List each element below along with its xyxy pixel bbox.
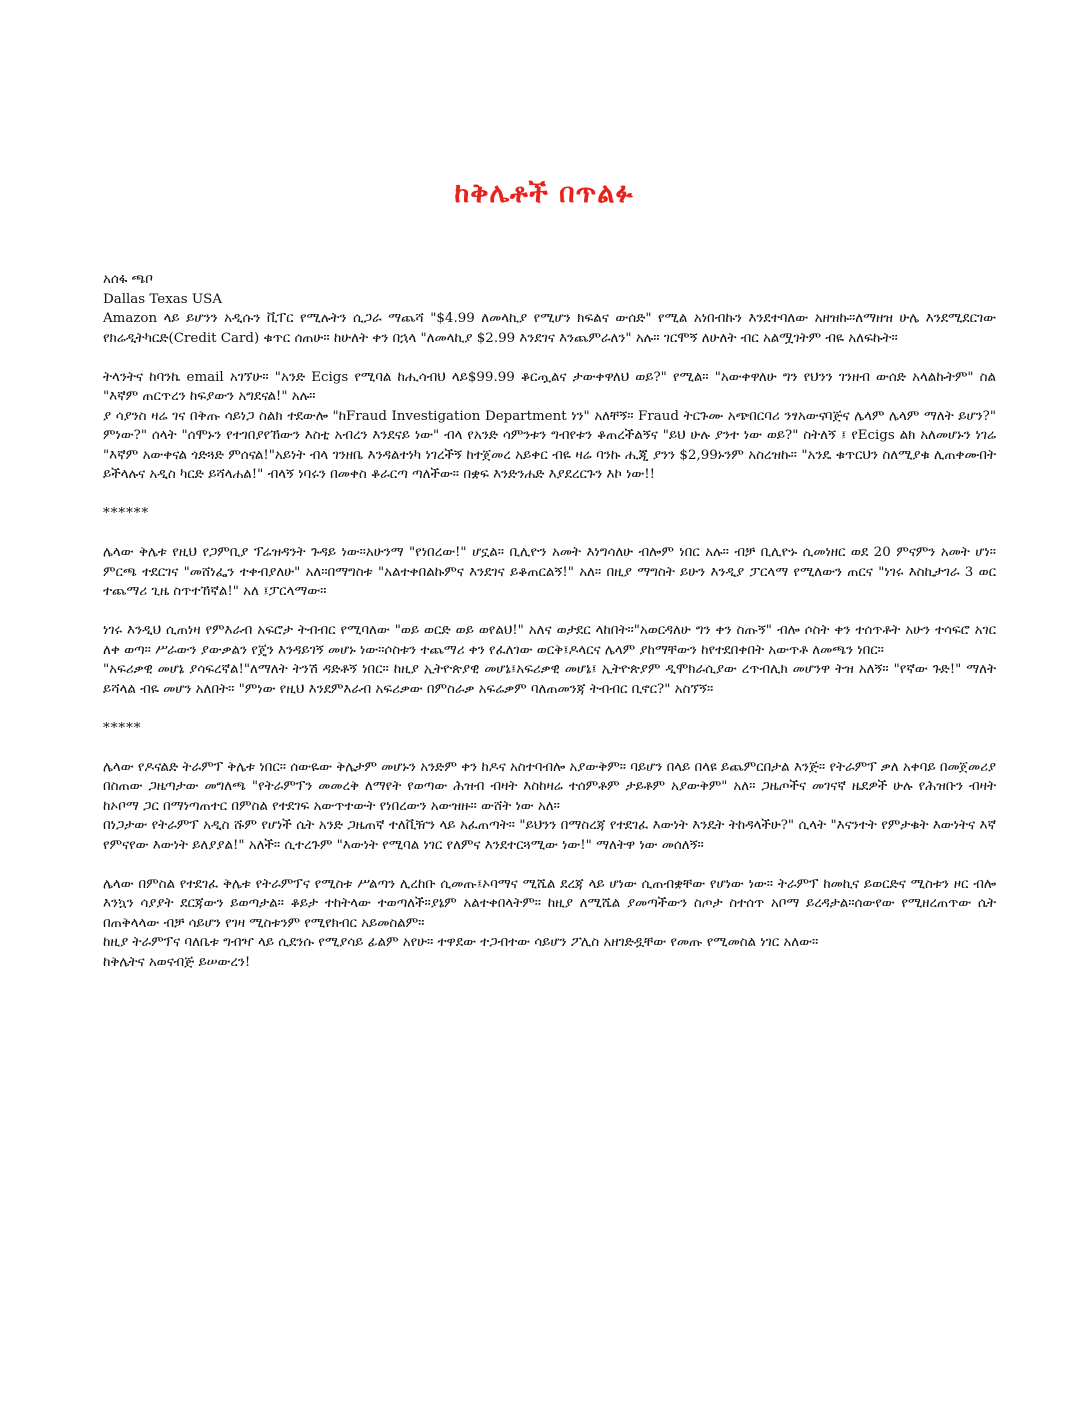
paragraph: ሌላው የዶናልድ ትራምፕ ቅሌቱ ነበር። ሰውዬው ቅሌታም መሆኑን አንድም ቀን ከዶና አስተባብሎ አያውቅም። ባይሆን በላይ በላዩ ይጨምርበታል እንጅ። የትራምፕ ቃለ አቀባይ በመጀመሪያ በስጠው ጋዜጣታው መግለጫ "የትራምፕን መመረቅ ለማየት የወጣው ሕዝብ ብዛት እስከዛሬ ተሰምቶም ታይቶም አያውቅም" አለ። ጋዜጦችና መገናኛ ዜደዎች ሁሉ የሕዝቡን ብዛት ከኦቦማ ጋር በማነጣጠተር በምስል የተደገፍ አውጥተውት የነበረውን አውዝዙ። ውሸት ነው አለ። xyxy=(103,759,996,814)
section-separator: ***** xyxy=(103,720,142,736)
paragraph: ያ ሳያንስ ዛሬ ገና በቅጡ ሳይነጋ ስልክ ተደውሎ "ከFraud Investigation Department ነን" አለቸኝ። Fraud ትርጉሙ አጭበርባሪ ንፃአውናባጅና ሌላም ሌላም ማለት ይሆን?" ምነው?" ሰላት "ሰሞኑን የተገበያየኸውን እስቲ አብረን እንደናይ ነው" ብላ የአንድ ሳምንቱን ግብየቱን ቆጠረችልኝና "ይህ ሁሉ ያንተ ነው ወይ?" ስትለኝ ፤ የEcigs ልክ አለመሆኑን ነገሬ "እኛም አውቀናል ጎድጓድ ምሰናል!"አይነት ብላ ገንዘቤ እንዳልተነካ ነገረችኝ ከተጀመረ አይቀር ብዬ ዛሬ ባንኩ ሒጂ ያንን $2,99ኑንም አስረዝኩ። "አንዴ ቁጥርህን ስለሚያቁ ሊጠቀሙበት ይችላሉና አዲስ ካርድ ይሻላሐል!" ብላኝ ነባሩን በመቀስ ቆራርጣ ጣለችው። በቋፍ እንድንሐድ እያደረርጉን እኮ ነው!! xyxy=(103,408,996,482)
paragraph: ከዚያ ትራምፕና ባለቤቱ ግብዣ ላይ ሲደንሱ የሚያሳይ ፊልም አየሁ። ተዋደው ተጋብተው ሳይሆን ፖሊስ አዘገድዷቸው የመጡ የሚመስል ነገር አለው። xyxy=(103,935,819,950)
paragraph: ነገሩ እንዲህ ሲጠነዛ የምእራብ አፍሮታ ትብብር የሚባለው "ወይ ወርድ ወይ ወየልህ!" አለና ወታደር ላከበት።"አወርዳለሁ ግን ቀን ስጡኝ" ብሎ ሶስት ቀን ተሰጥቶት አሁን ተሳፍሮ አገር ለቀ ወጣ። ሥራውን ያውቃልን የጄን እንዳይገኝ መሆኑ ነው።ሶስቱን ተጨማሪ ቀን የፈለገው ወርቅ፤ዶላርና ሌላም ያከማቸውን ከየተደበቀበት አውጥቶ ለመጫን ነበር። xyxy=(103,623,996,658)
document-title: ከቅሌቶች በጥልፉ xyxy=(454,178,634,209)
paragraph: በነጋታው የትራምፕ አዲስ ሹም የሆነች ሴት አንድ ጋዜጠኛ ተለቪዥን ላይ አፈጠጣት። "ይህንን በማስረጃ የተደገፈ እውነት እንዴት ትከዳላችሁ?" ሲላት "እናንተት የምታቁት እውነትና እኛ የምናየው እውነት ይለያያል!" አለች። ሲተረጉም "እውነት የሚባል ነገር የለምና እንደተርጓሚው ነው!" ማለትዋ ነው መሰለኝ። xyxy=(103,818,996,853)
paragraph: ሌላው ቅሌቱ የዚህ የጋምቢያ ፕሬዝዳንት ጉዳይ ነው።አሁንማ "የነበረው!" ሆኗል። ቢሊዮን አመት እነግሳለሁ ብሎም ነበር አሉ። ብቻ ቢሊዮኑ ሲመነዘር ወደ 20 ምናምን አመት ሆነ። ምርጫ ተደርገና "መሸነፌን ተቀብያለሁ" አለ።በማግስቱ "አልተቀበልኩምና እንደገና ይቆጠርልኝ!" አለ። በዚያ ማግስት ይሁን እንዲያ ፓርላማ የሚለውን ጠርና "ነገሩ እስኪታገራ 3 ወር ተጨማሪ ጊዜ ስጥተኸኛል!" አለ ፤ፓርላማው። xyxy=(103,545,996,599)
paragraph: Amazon ላይ ይሆንን አዲሱን ቪፐር የሚሉትን ሲጋራ ማጨሻ "$4.99 ለመላኪያ የሚሆን ክፍልና ውሰድ" የሚል አነበብኩን እንደተባለው አዘዝኩ።ለማዘዝ ሁሌ እንደሚደርገው የክሬዲትካርድ(Credit Card) ቁጥር ሰጠሁ። ከሁለት ቀን በኋላ "ለመላኪያ $2.99 እንደገና እንጨምራለን" አሉ። ገርሞኝ ለሁለት ብር አልሟገትም ብዬ አለፍኩት። xyxy=(103,311,996,346)
author-name: አሰፋ ጫቦ xyxy=(103,272,153,287)
paragraph: ሌላው በምስል የተደገፈ ቅሌቱ የትራምፕና የሚስቱ ሥልጣን ሊረከቡ ሲመጡ፤ኦባማና ሚሼል ደረጃ ላይ ሆነው ሲጠብቋቸው የሆነው ነው። ትራምፕ ከመኪና ይወርድና ሚስቱን ዞር ብሎ እንኳን ሳያያት ደርጃውን ይወጣታል። ቆይታ ተከትላው ተወጣለች።ያኔም አልተቀበላትም። ከዚያ ለሚሼል ያመጣችውን ስጦታ ስተሰጥ አቦማ ይረዳታል።ሰውየው የሚዘረጠጥው ሴት በጠቅላላው ብቻ ሳይሆን የገዛ ሚስቱንም የሚየክብር አይመስልም። xyxy=(103,876,996,931)
paragraph: ትላንትና ከባንኬ email አገኘሁ። "አንድ Ecigs የሚባል ከሒሳብህ ላይ$99.99 ቆርጧልና ታውቀዋለህ ወይ?" የሚል። "አውቀዋለሁ ግን የህንን ገንዘብ ውሰድ አላልኩትም" ስል "እኛም ጠርጥረን ከፍያውን አግደናል!" አሉ። xyxy=(103,369,996,404)
closing-line: ከቅሌትና አወናብጅ ይሠውረን! xyxy=(103,954,251,970)
spacer xyxy=(103,524,996,544)
spacer xyxy=(103,855,996,875)
document-body xyxy=(103,270,996,972)
spacer xyxy=(103,348,996,368)
spacer xyxy=(103,738,996,758)
spacer xyxy=(103,699,996,719)
spacer xyxy=(103,485,996,505)
paragraph: "አፍሪቃዊ መሆኔ ያሳፍረኛል!"ለማለት ትንሽ ዳድቶኝ ነበር። ከዚያ ኢትዮጵያዊ መሆኔ፤አፍሪቃዊ መሆኔ፤ ኢትዮጵያም ዲሞክራሲያው ረጥብሊክ መሆንዋ ትዝ አለኝ። "የኛው ጉድ!" ማለት ይሻላል ብዬ መሆን አለበት። "ምነው የዚህ እንደምእራብ አፍሪቃው በምስራቃ አፍሬቃም ባለጠመንጃ ትብብር ቢኖር?" አስኘኝ። xyxy=(103,662,996,697)
spacer xyxy=(103,602,996,622)
section-separator: ****** xyxy=(103,506,150,521)
author-location: Dallas Texas USA xyxy=(103,291,223,307)
